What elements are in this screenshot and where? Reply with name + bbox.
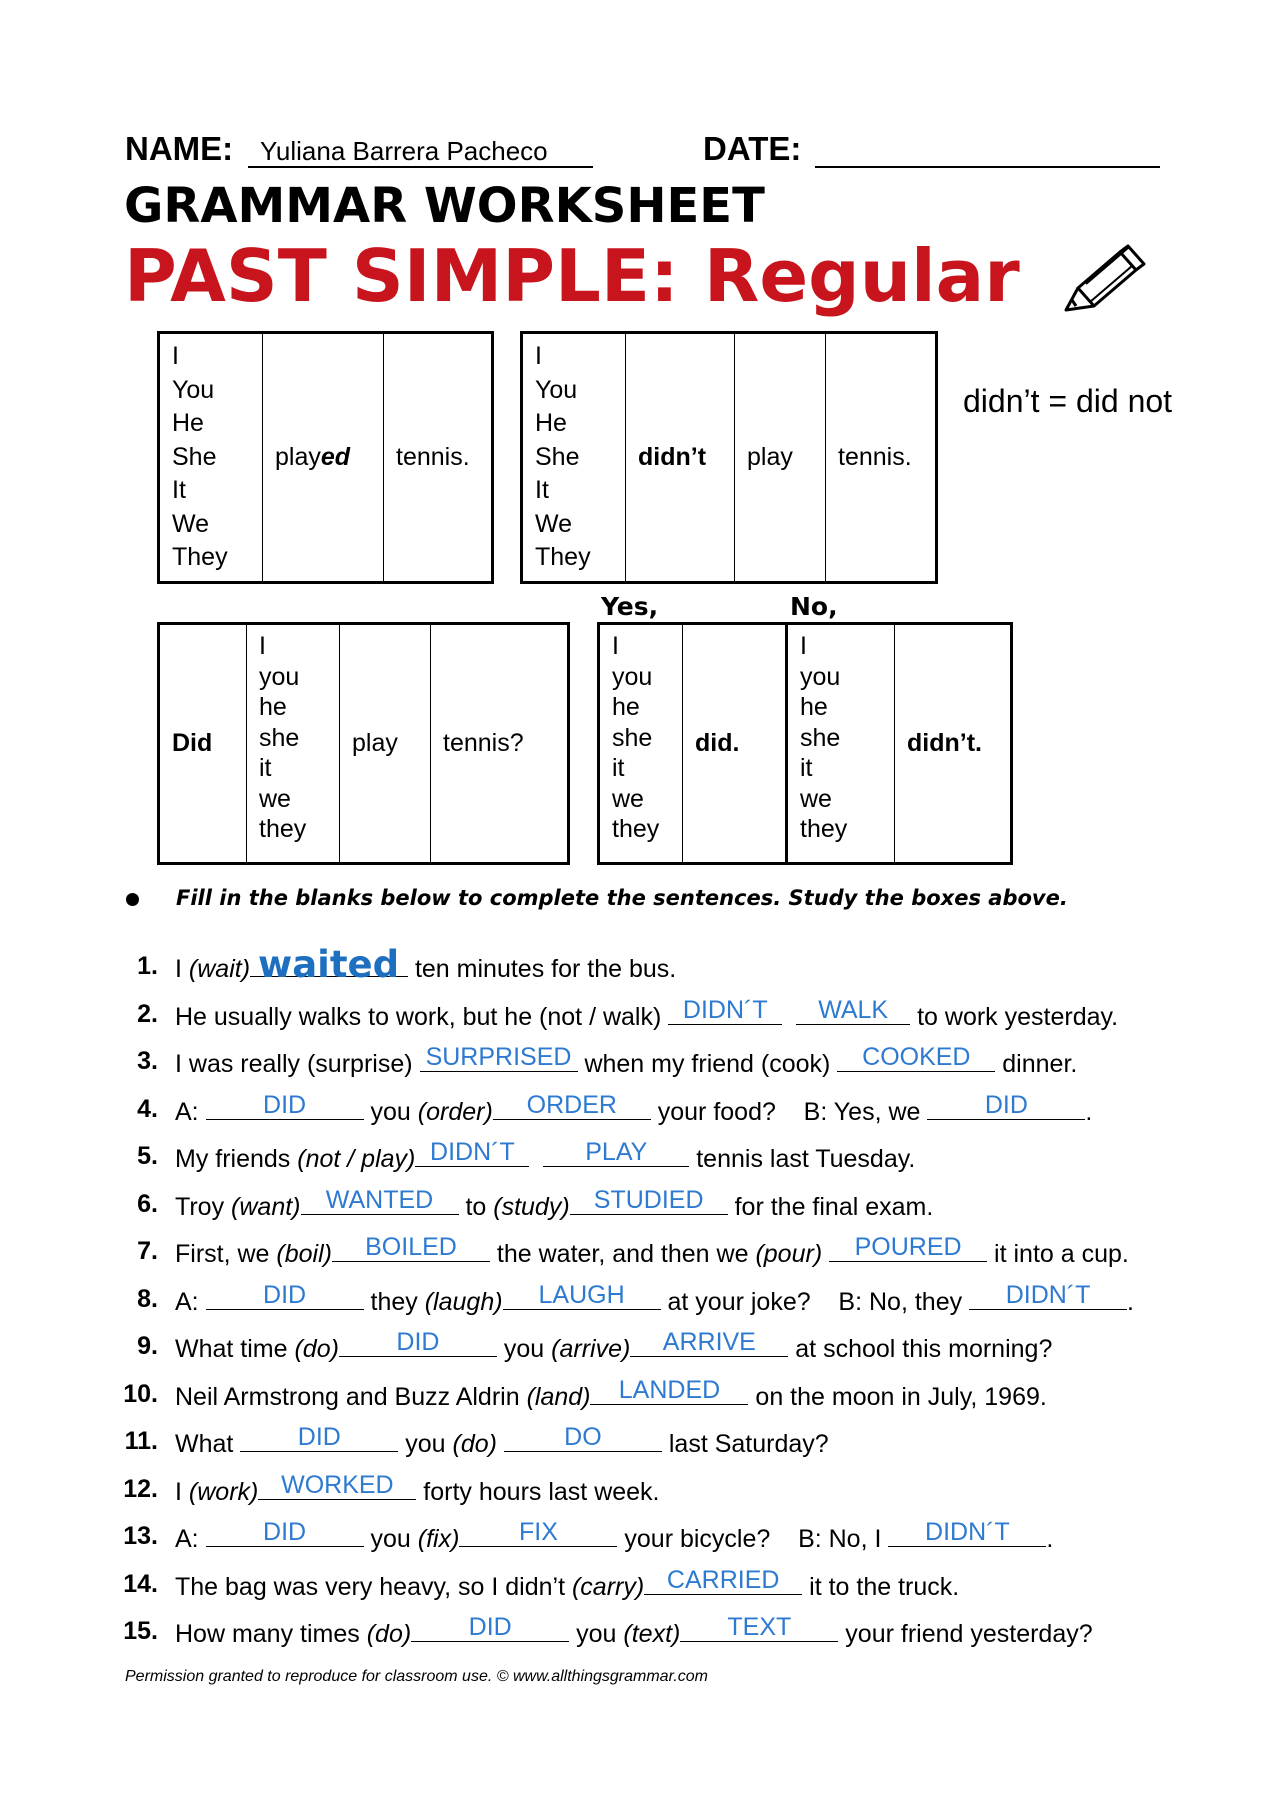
answer-blank[interactable] [590, 1375, 748, 1405]
sentence-text: your food? B: Yes, we [650, 1097, 928, 1126]
question-pronouns: I you he she it we they [247, 624, 340, 864]
sentence-text: when my friend (cook) [577, 1050, 838, 1078]
answer-blank[interactable] [339, 1328, 497, 1357]
no-verb: didn’t. [895, 624, 1012, 864]
sentence-text: First, we [175, 1240, 277, 1268]
verb-prompt: (work) [188, 1477, 259, 1506]
answer-text: DID [263, 1280, 307, 1309]
sentence-text: your bicycle? B: No, I [617, 1525, 889, 1553]
answer-text: DID [263, 1090, 307, 1119]
sentence-text: tennis last Tuesday. [689, 1145, 916, 1173]
answer-text: ARRIVE [662, 1328, 756, 1356]
sentence-text: A: [175, 1287, 206, 1316]
sentence-text [822, 1240, 829, 1268]
sentence-text [497, 1430, 504, 1458]
answer-blank[interactable] [927, 1090, 1085, 1120]
no-pronouns: I you he she it we they [787, 624, 895, 864]
verb-prompt: (land) [526, 1382, 591, 1411]
sentence-text: . [1127, 1287, 1134, 1316]
answer-text: WALK [818, 995, 889, 1024]
answer-blank[interactable] [206, 1280, 364, 1310]
sentence-text: How many times [175, 1620, 367, 1648]
sentence-text: for the final exam. [727, 1192, 934, 1221]
exercise-sentence [175, 1233, 1129, 1269]
exercise-number: 13. [123, 1522, 158, 1550]
answer-text: DIDN´T [925, 1518, 1010, 1546]
sentence-text: I [175, 1477, 189, 1506]
sentence-text: it into a cup. [987, 1240, 1129, 1268]
sentence-text: at your joke? B: No, they [660, 1287, 970, 1316]
answer-blank[interactable] [837, 1043, 995, 1072]
answer-text: DIDN´T [682, 995, 768, 1024]
verb-prompt: (fix) [417, 1525, 460, 1553]
exercise-number: 12. [123, 1474, 158, 1503]
answer-text: DID [468, 1613, 512, 1641]
negative-verb: play [735, 333, 826, 583]
name-field[interactable] [248, 132, 593, 168]
exercise-number: 10. [123, 1379, 158, 1408]
exercise-item [120, 1091, 1220, 1127]
answer-text: DID [297, 1423, 341, 1451]
exercise-number: 11. [124, 1427, 158, 1455]
verb-prompt: (do) [294, 1335, 339, 1363]
affirmative-verb: played [263, 333, 384, 583]
bullet-icon [126, 893, 139, 906]
exercise-sentence [175, 1138, 916, 1174]
exercise-item [120, 1138, 1220, 1174]
answer-text: TEXT [727, 1613, 792, 1641]
answer-blank[interactable] [680, 1613, 838, 1642]
exercise-number: 3. [137, 1047, 158, 1075]
answer-blank[interactable] [420, 1043, 578, 1072]
answer-text: DIDN´T [1005, 1280, 1091, 1309]
exercise-item [120, 1471, 1220, 1507]
sentence-text: ten minutes for the bus. [408, 955, 677, 983]
sentence-text: at school this morning? [788, 1335, 1053, 1363]
negative-table [520, 331, 938, 584]
exercise-number: 2. [137, 999, 158, 1028]
answer-blank[interactable] [459, 1518, 617, 1547]
answer-blank[interactable] [301, 1185, 459, 1215]
exercise-item [120, 1043, 1220, 1079]
sentence-text: I [175, 955, 189, 983]
exercise-sentence [175, 1328, 1053, 1364]
verb-prompt: (study) [493, 1192, 570, 1221]
answer-text: DID [263, 1518, 307, 1546]
instructions: Fill in the blanks below to complete the sentences. Study the boxes above. [176, 886, 1068, 910]
no-label: No, [790, 592, 838, 621]
answer-text: POURED [854, 1233, 962, 1261]
answer-blank[interactable] [969, 1280, 1127, 1310]
answer-text: BOILED [365, 1233, 457, 1261]
answer-text: STUDIED [593, 1185, 704, 1214]
answer-blank[interactable] [504, 1423, 662, 1452]
verb-prompt: (not / play) [297, 1145, 416, 1173]
sentence-text: He usually walks to work, but he (not / walk) [175, 1002, 669, 1031]
sentence-text: you [363, 1525, 418, 1553]
exercise-item [120, 1423, 1220, 1459]
affirmative-pronouns: I You He She It We They [159, 333, 263, 583]
answer-text: ORDER [526, 1090, 617, 1119]
sentence-text: they [363, 1287, 425, 1316]
contraction-note: didn’t = did not [963, 383, 1173, 419]
verb-prompt: (pour) [755, 1240, 823, 1268]
answer-blank[interactable] [415, 1138, 529, 1167]
exercise-sentence [175, 1470, 660, 1507]
exercise-number: 9. [137, 1332, 158, 1360]
date-field[interactable] [815, 132, 1160, 168]
sentence-text: The bag was very heavy, so I didn’t [175, 1572, 572, 1601]
answer-text: DID [984, 1090, 1028, 1119]
exercise-item [120, 1566, 1220, 1602]
answer-text: WORKED [281, 1470, 394, 1499]
verb-prompt: (carry) [571, 1572, 645, 1601]
sentence-text: to work yesterday. [910, 1002, 1119, 1031]
exercise-sentence [175, 1185, 934, 1222]
sentence-text: A: [175, 1525, 206, 1553]
sentence-text: . [1046, 1525, 1054, 1553]
exercise-number: 7. [137, 1237, 158, 1265]
exercise-sentence [175, 1565, 960, 1602]
sentence-text: My friends [175, 1145, 298, 1173]
sentence-text [529, 1145, 543, 1173]
negative-auxiliary: didn’t [626, 333, 735, 583]
question-verb: play [340, 624, 431, 864]
question-object: tennis? [431, 624, 569, 864]
verb-prompt: (want) [231, 1192, 301, 1221]
answer-blank[interactable] [250, 943, 408, 986]
topic-title: PAST SIMPLE: Regular [124, 234, 1020, 318]
verb-prompt: (order) [417, 1097, 493, 1126]
verb-prompt: (boil) [276, 1240, 332, 1268]
exercise-item [120, 1233, 1220, 1269]
answer-blank[interactable] [630, 1328, 788, 1357]
exercise-sentence [175, 1423, 829, 1459]
sentence-text: you [398, 1430, 453, 1458]
sentence-text: Troy [175, 1192, 232, 1221]
affirmative-object: tennis. [384, 333, 493, 583]
sentence-text: A: [175, 1097, 206, 1126]
exercise-item [120, 1281, 1220, 1317]
exercise-sentence [175, 1090, 1093, 1127]
sentence-text: Neil Armstrong and Buzz Aldrin [175, 1382, 527, 1411]
answer-blank[interactable] [240, 1423, 398, 1452]
sentence-text: last Saturday? [661, 1430, 829, 1458]
answer-blank[interactable] [570, 1185, 728, 1215]
exercise-sentence [175, 995, 1119, 1032]
sentence-text: What [175, 1430, 241, 1458]
answer-blank[interactable] [493, 1090, 651, 1120]
verb-prompt: (text) [623, 1620, 681, 1648]
exercise-number: 14. [123, 1569, 158, 1598]
answer-text: PLAY [585, 1138, 648, 1166]
yes-label: Yes, [601, 592, 659, 621]
answer-blank[interactable] [829, 1233, 987, 1262]
answer-blank[interactable] [644, 1565, 802, 1595]
answer-blank[interactable] [411, 1613, 569, 1642]
yes-answer-table [597, 622, 788, 865]
sentence-text [782, 1003, 796, 1031]
worksheet-title: GRAMMAR WORKSHEET [124, 178, 765, 234]
answer-text: CARRIED [666, 1565, 780, 1594]
question-table [157, 622, 570, 865]
question-auxiliary: Did [159, 624, 247, 864]
answer-blank[interactable] [503, 1280, 661, 1310]
sentence-text: it to the truck. [802, 1572, 960, 1601]
pencil-icon [1060, 238, 1150, 312]
answer-text: DO [564, 1423, 602, 1451]
exercise-sentence [175, 1613, 1093, 1649]
exercise-number: 5. [137, 1142, 158, 1170]
answer-blank[interactable] [332, 1233, 490, 1262]
sentence-text: you [496, 1335, 552, 1363]
sentence-text: your friend yesterday? [838, 1620, 1093, 1648]
answer-blank[interactable] [796, 995, 910, 1025]
date-label: DATE: [703, 130, 802, 167]
affirmative-table [157, 331, 494, 584]
answer-blank[interactable] [206, 1090, 364, 1120]
yes-pronouns: I you he she it we they [599, 624, 683, 864]
sentence-text: to [458, 1192, 494, 1221]
verb-prompt: (arrive) [551, 1335, 631, 1363]
exercise-sentence [175, 1043, 1078, 1079]
answer-text: DIDN´T [430, 1138, 515, 1166]
exercise-item [120, 1613, 1220, 1649]
name-label: NAME: [125, 130, 234, 167]
exercise-number: 1. [137, 952, 158, 980]
exercise-item [120, 1328, 1220, 1364]
answer-blank[interactable] [258, 1470, 416, 1500]
sentence-text: on the moon in July, 1969. [748, 1382, 1047, 1411]
answer-text: LANDED [618, 1375, 721, 1404]
name-value: Yuliana Barrera Pacheco [260, 136, 548, 166]
sentence-text: . [1085, 1097, 1093, 1126]
answer-text: COOKED [862, 1043, 971, 1071]
sentence-text: you [363, 1097, 418, 1126]
sentence-text: I was really (surprise) [175, 1050, 420, 1078]
exercise-item [120, 996, 1220, 1032]
verb-prompt: (do) [366, 1620, 412, 1648]
exercise-number: 15. [123, 1617, 158, 1645]
exercise-sentence [175, 943, 677, 986]
answer-text: LAUGH [538, 1280, 625, 1309]
answer-text: WANTED [325, 1185, 434, 1214]
sentence-text: you [569, 1620, 624, 1648]
no-answer-table [785, 622, 1013, 865]
answer-text: SURPRISED [425, 1043, 572, 1071]
footer-credit: Permission granted to reproduce for classroom use. © www.allthingsgrammar.com [125, 1668, 708, 1685]
sentence-text: What time [175, 1335, 295, 1363]
exercise-number: 6. [137, 1189, 158, 1218]
answer-blank[interactable] [206, 1518, 364, 1547]
yes-verb: did. [683, 624, 787, 864]
negative-pronouns: I You He She It We They [522, 333, 626, 583]
answer-text: FIX [518, 1518, 558, 1546]
exercise-sentence [175, 1518, 1054, 1554]
answer-blank[interactable] [668, 995, 782, 1025]
sentence-text: the water, and then we [489, 1240, 756, 1268]
exercise-number: 8. [137, 1284, 158, 1313]
exercise-item [120, 943, 1220, 986]
sentence-text: dinner. [995, 1050, 1078, 1078]
answer-text: DID [396, 1328, 440, 1356]
exercise-sentence [175, 1280, 1134, 1317]
exercise-item [120, 1186, 1220, 1222]
answer-blank[interactable] [888, 1518, 1046, 1547]
sentence-text: forty hours last week. [416, 1477, 660, 1506]
exercise-item [120, 1376, 1220, 1412]
exercise-number: 4. [137, 1094, 158, 1123]
exercise-item [120, 1518, 1220, 1554]
verb-prompt: (laugh) [424, 1287, 503, 1316]
answer-text: waited [258, 943, 400, 986]
verb-prompt: (wait) [188, 955, 251, 983]
negative-object: tennis. [826, 333, 937, 583]
answer-blank[interactable] [543, 1138, 689, 1167]
verb-prompt: (do) [452, 1430, 497, 1458]
exercise-sentence [175, 1375, 1047, 1412]
